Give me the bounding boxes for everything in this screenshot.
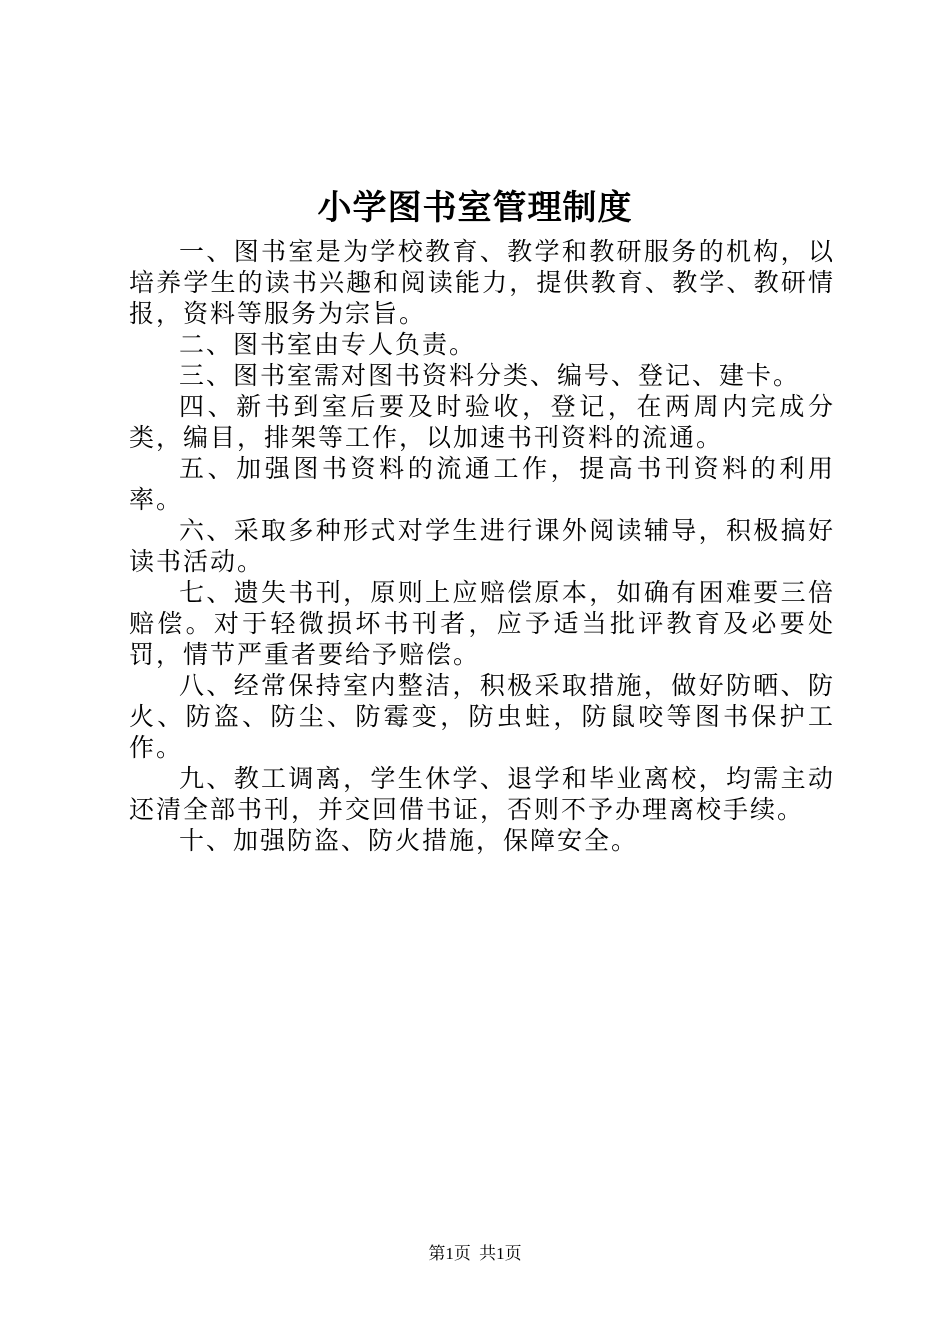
paragraph-2: 二、图书室由专人负责。 xyxy=(179,330,477,359)
page-footer xyxy=(0,1243,950,1265)
paragraph-5: 五、加强图书资料的流通工作，提高书刊资料的利用率。 xyxy=(129,454,835,514)
paragraph-7: 七、遗失书刊，原则上应赔偿原本，如确有困难要三倍赔偿。对于轻微损坏书刊者，应予适当批评教育及必要处罚，情节严重者要给予赔偿。 xyxy=(129,578,835,669)
paragraph-10: 十、加强防盗、防火措施，保障安全。 xyxy=(179,826,639,855)
page-title: 小学图书室管理制度 xyxy=(317,188,633,228)
paragraph-3: 三、图书室需对图书资料分类、编号、登记、建卡。 xyxy=(179,361,801,390)
paragraph-4: 四、新书到室后要及时验收，登记，在两周内完成分类，编目，排架等工作，以加速书刊资料的流通。 xyxy=(129,392,835,452)
document-body xyxy=(129,236,835,856)
page-count: 共1页 xyxy=(479,1244,522,1263)
paragraph-8: 八、经常保持室内整洁，积极采取措施，做好防晒、防火、防盗、防尘、防霉变，防虫蛀，防鼠咬等图书保护工作。 xyxy=(129,671,835,762)
page-number: 第1页 xyxy=(428,1244,471,1263)
paragraph-1: 一、图书室是为学校教育、教学和教研服务的机构，以培养学生的读书兴趣和阅读能力，提供教育、教学、教研情报，资料等服务为宗旨。 xyxy=(129,237,835,328)
paragraph-9: 九、教工调离，学生休学、退学和毕业离校，均需主动还清全部书刊，并交回借书证，否则不予办理离校手续。 xyxy=(129,764,835,824)
paragraph-6: 六、采取多种形式对学生进行课外阅读辅导，积极搞好读书活动。 xyxy=(129,516,835,576)
